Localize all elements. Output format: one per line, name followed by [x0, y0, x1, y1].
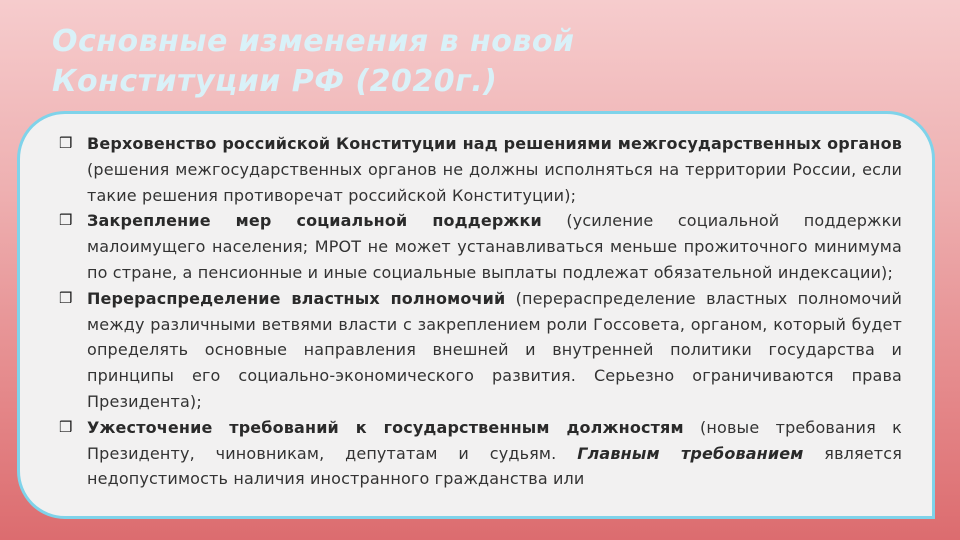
item-heading: Закрепление мер социальной поддержки — [87, 211, 542, 231]
item-text: (перераспределение властных полномочий между различными ветвями власти с закреплением роли Госсовета, органом, который будет определять основные направления внешней и внутренней политики государства и принципы его социально-экономического развития. Серьезно ограничиваются права Президента); — [87, 288, 903, 411]
checkbox-square-icon: ❒ — [59, 211, 73, 230]
list-item — [55, 131, 902, 208]
item-text-continued: является недопустимость наличия иностранного гражданства или — [87, 443, 902, 489]
content-box — [17, 111, 935, 519]
checkbox-square-icon: ❒ — [59, 134, 73, 152]
checkbox-square-icon: ❒ — [59, 417, 73, 436]
list-item — [55, 415, 902, 492]
amendments-list — [20, 114, 932, 492]
item-text: (решения межгосударственных органов не должны исполняться на территории России, если такие решения противоречат российской Конституции); — [87, 159, 902, 205]
title-line-2: Конституции РФ (2020г.) — [52, 64, 498, 99]
list-item — [55, 286, 902, 415]
item-text: (новые требования к Президенту, чиновникам, депутатам и судьям. — [87, 417, 902, 463]
item-heading: Верховенство российской Конституции над решениями межгосударственных органов — [87, 134, 902, 153]
checkbox-square-icon: ❒ — [59, 288, 73, 307]
item-heading: Перераспределение властных полномочий — [87, 288, 506, 308]
item-text: (усиление социальной поддержки малоимущего населения; МРОТ не может устанавливаться меньше прожиточного минимума по стране, а пенсионные и иные социальные выплаты подлежат обязательной индексации); — [87, 211, 902, 282]
title-line-1: Основные изменения в новой — [52, 24, 575, 59]
slide-title — [52, 22, 575, 102]
list-item — [55, 208, 902, 285]
item-heading: Ужесточение требований к государственным должностям — [87, 417, 684, 437]
item-emphasis: Главным требованием — [577, 443, 804, 463]
